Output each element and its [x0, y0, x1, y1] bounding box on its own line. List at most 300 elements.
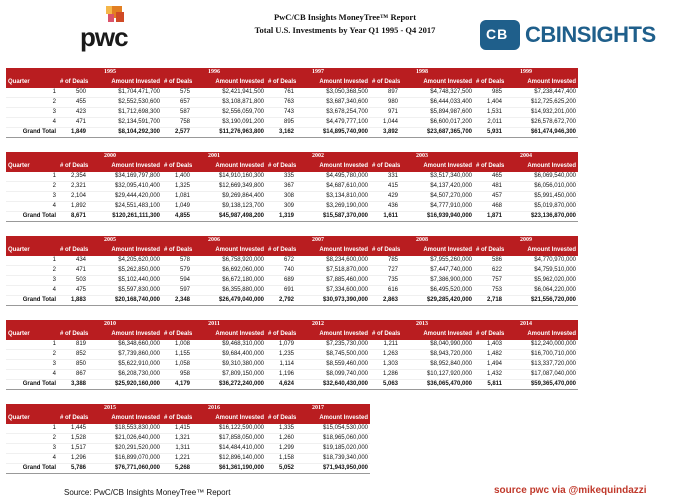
quarter-cell: 2	[6, 98, 58, 108]
amount-cell: $18,965,060,000	[296, 434, 370, 444]
amount-cell: $5,962,020,000	[504, 276, 578, 286]
amount-header: Amount Invested	[504, 77, 578, 88]
deals-cell: 1,321	[162, 434, 192, 444]
year-label: 1996	[162, 68, 266, 77]
total-amount-cell: $76,771,060,000	[88, 464, 162, 474]
quarter-cell: 2	[6, 350, 58, 360]
amount-cell: $4,205,620,000	[88, 256, 162, 266]
total-deals-cell: 2,792	[266, 296, 296, 306]
year-label: 2011	[162, 320, 266, 329]
table-row	[6, 256, 578, 266]
amount-cell: $2,552,530,600	[88, 98, 162, 108]
table-row	[6, 88, 578, 98]
amount-cell: $6,495,520,000	[400, 286, 474, 296]
amount-cell: $3,269,190,000	[296, 202, 370, 212]
amount-cell: $8,099,740,000	[296, 370, 370, 380]
table-row	[6, 434, 370, 444]
year-label: 2006	[162, 236, 266, 245]
amount-header: Amount Invested	[296, 161, 370, 172]
total-deals-cell: 2,863	[370, 296, 400, 306]
deals-header: # of Deals	[370, 161, 400, 172]
deals-cell: 468	[474, 202, 504, 212]
amount-cell: $8,745,500,000	[296, 350, 370, 360]
deals-cell: 763	[266, 98, 296, 108]
source-note: Source: PwC/CB Insights MoneyTree™ Report	[64, 488, 231, 497]
year-label: 1999	[474, 68, 578, 77]
amount-cell: $3,050,368,500	[296, 88, 370, 98]
empty-cell	[6, 236, 58, 245]
deals-header: # of Deals	[162, 77, 192, 88]
table-row	[6, 192, 578, 202]
amount-header: Amount Invested	[400, 161, 474, 172]
total-deals-cell: 3,892	[370, 128, 400, 138]
amount-header: Amount Invested	[400, 245, 474, 256]
amount-header: Amount Invested	[504, 329, 578, 340]
year-block-table	[6, 236, 578, 306]
deals-cell: 434	[58, 256, 88, 266]
deals-cell: 1,299	[266, 444, 296, 454]
deals-cell: 335	[266, 172, 296, 182]
deals-cell: 622	[474, 266, 504, 276]
quarter-cell: 1	[6, 88, 58, 98]
total-amount-cell: $71,943,950,000	[296, 464, 370, 474]
deals-cell: 415	[370, 182, 400, 192]
deals-cell: 2,321	[58, 182, 88, 192]
deals-cell: 586	[474, 256, 504, 266]
empty-cell	[6, 320, 58, 329]
deals-cell: 1,211	[370, 340, 400, 350]
deals-cell: 1,079	[266, 340, 296, 350]
total-deals-cell: 5,268	[162, 464, 192, 474]
amount-cell: $12,725,625,200	[504, 98, 578, 108]
deals-cell: 587	[162, 108, 192, 118]
deals-cell: 850	[58, 360, 88, 370]
amount-cell: $8,943,720,000	[400, 350, 474, 360]
total-amount-cell: $120,261,111,300	[88, 212, 162, 222]
year-header-row	[6, 404, 370, 413]
total-deals-cell: 1,871	[474, 212, 504, 222]
total-deals-cell: 5,786	[58, 464, 88, 474]
table-row	[6, 350, 578, 360]
deals-cell: 1,303	[370, 360, 400, 370]
table-row	[6, 182, 578, 192]
deals-cell: 897	[370, 88, 400, 98]
cb-wordmark: CBINSIGHTS	[525, 22, 656, 47]
total-amount-cell: $32,640,430,000	[296, 380, 370, 390]
deals-cell: 471	[58, 266, 88, 276]
deals-cell: 657	[162, 98, 192, 108]
year-header-row	[6, 152, 578, 161]
amount-cell: $5,019,870,000	[504, 202, 578, 212]
deals-header: # of Deals	[370, 329, 400, 340]
deals-cell: 672	[266, 256, 296, 266]
amount-cell: $7,238,447,400	[504, 88, 578, 98]
amount-cell: $3,687,340,600	[296, 98, 370, 108]
total-deals-cell: 1,611	[370, 212, 400, 222]
quarter-cell: 4	[6, 286, 58, 296]
total-amount-cell: $16,939,940,000	[400, 212, 474, 222]
report-subtitle: Total U.S. Investments by Year Q1 1995 - Q4 2017	[254, 25, 436, 35]
quarter-cell: 2	[6, 182, 58, 192]
amount-cell: $7,809,150,000	[192, 370, 266, 380]
deals-header: # of Deals	[58, 245, 88, 256]
amount-cell: $5,262,850,000	[88, 266, 162, 276]
table-row	[6, 454, 370, 464]
deals-cell: 367	[266, 182, 296, 192]
total-amount-cell: $8,104,292,300	[88, 128, 162, 138]
table-row	[6, 98, 578, 108]
amount-cell: $20,291,520,000	[88, 444, 162, 454]
total-deals-cell: 5,931	[474, 128, 504, 138]
quarter-cell: 2	[6, 266, 58, 276]
grand-total-row	[6, 128, 578, 138]
column-header-row	[6, 161, 578, 172]
deals-cell: 761	[266, 88, 296, 98]
deals-cell: 1,008	[162, 340, 192, 350]
amount-cell: $18,739,340,000	[296, 454, 370, 464]
year-block-table	[6, 320, 578, 390]
amount-cell: $6,348,660,000	[88, 340, 162, 350]
quarter-cell: 3	[6, 192, 58, 202]
year-block-table	[6, 152, 578, 222]
deals-header: # of Deals	[162, 245, 192, 256]
year-label: 2017	[266, 404, 370, 413]
quarter-cell: 3	[6, 360, 58, 370]
amount-cell: $6,056,010,000	[504, 182, 578, 192]
amount-cell: $5,102,440,000	[88, 276, 162, 286]
grand-total-row	[6, 380, 578, 390]
amount-cell: $8,234,600,000	[296, 256, 370, 266]
deals-cell: 471	[58, 118, 88, 128]
deals-cell: 735	[370, 276, 400, 286]
amount-header: Amount Invested	[192, 245, 266, 256]
amount-header: Amount Invested	[504, 161, 578, 172]
amount-cell: $3,678,254,700	[296, 108, 370, 118]
quarter-cell: 1	[6, 256, 58, 266]
amount-header: Amount Invested	[504, 245, 578, 256]
pwc-logo-block-icon	[116, 12, 124, 22]
quarter-cell: 1	[6, 424, 58, 434]
deals-header: # of Deals	[162, 161, 192, 172]
amount-cell: $16,122,590,000	[192, 424, 266, 434]
amount-cell: $12,240,000,000	[504, 340, 578, 350]
amount-cell: $34,169,797,800	[88, 172, 162, 182]
amount-cell: $4,748,327,500	[400, 88, 474, 98]
amount-cell: $15,054,530,000	[296, 424, 370, 434]
deals-cell: 1,196	[266, 370, 296, 380]
deals-cell: 1,260	[266, 434, 296, 444]
report-title: PwC/CB Insights MoneyTree™ Report	[273, 12, 417, 22]
year-label: 2016	[162, 404, 266, 413]
amount-cell: $29,444,420,000	[88, 192, 162, 202]
amount-cell: $4,759,510,000	[504, 266, 578, 276]
total-deals-cell: 4,179	[162, 380, 192, 390]
deals-header: # of Deals	[58, 161, 88, 172]
deals-cell: 753	[474, 286, 504, 296]
deals-cell: 423	[58, 108, 88, 118]
total-deals-cell: 4,855	[162, 212, 192, 222]
deals-cell: 852	[58, 350, 88, 360]
deals-cell: 1,044	[370, 118, 400, 128]
total-deals-cell: 2,348	[162, 296, 192, 306]
year-label: 2009	[474, 236, 578, 245]
deals-cell: 1,081	[162, 192, 192, 202]
total-deals-cell: 8,671	[58, 212, 88, 222]
amount-cell: $6,692,060,000	[192, 266, 266, 276]
amount-cell: $9,468,310,000	[192, 340, 266, 350]
year-label: 1998	[370, 68, 474, 77]
deals-cell: 503	[58, 276, 88, 286]
amount-cell: $21,026,640,000	[88, 434, 162, 444]
deals-cell: 457	[474, 192, 504, 202]
year-label: 2014	[474, 320, 578, 329]
amount-cell: $17,087,040,000	[504, 370, 578, 380]
amount-cell: $6,208,730,000	[88, 370, 162, 380]
year-block-table	[6, 68, 578, 138]
amount-cell: $8,952,840,000	[400, 360, 474, 370]
amount-cell: $4,687,610,000	[296, 182, 370, 192]
deals-cell: 500	[58, 88, 88, 98]
deals-cell: 819	[58, 340, 88, 350]
amount-cell: $5,622,910,000	[88, 360, 162, 370]
deals-cell: 1,311	[162, 444, 192, 454]
deals-cell: 1,235	[266, 350, 296, 360]
deals-header: # of Deals	[370, 245, 400, 256]
pwc-logo	[72, 6, 162, 50]
cb-logo-icon	[480, 20, 520, 50]
total-amount-cell: $59,365,470,000	[504, 380, 578, 390]
year-label: 1997	[266, 68, 370, 77]
total-amount-cell: $61,361,190,000	[192, 464, 266, 474]
deals-cell: 1,158	[266, 454, 296, 464]
deals-cell: 1,404	[474, 98, 504, 108]
table-row	[6, 266, 578, 276]
deals-cell: 1,403	[474, 340, 504, 350]
year-header-row	[6, 320, 578, 329]
amount-cell: $3,190,091,200	[192, 118, 266, 128]
deals-header: # of Deals	[370, 77, 400, 88]
grand-total-row	[6, 464, 370, 474]
amount-cell: $6,355,880,000	[192, 286, 266, 296]
deals-cell: 1,286	[370, 370, 400, 380]
deals-cell: 757	[474, 276, 504, 286]
empty-cell	[6, 68, 58, 77]
deals-cell: 465	[474, 172, 504, 182]
total-deals-cell: 3,388	[58, 380, 88, 390]
deals-cell: 331	[370, 172, 400, 182]
amount-header: Amount Invested	[192, 329, 266, 340]
deals-cell: 481	[474, 182, 504, 192]
amount-header: Amount Invested	[296, 413, 370, 424]
amount-cell: $4,770,970,000	[504, 256, 578, 266]
amount-cell: $17,858,050,000	[192, 434, 266, 444]
deals-header: # of Deals	[266, 413, 296, 424]
year-block-table	[6, 404, 370, 474]
quarter-cell: 3	[6, 444, 58, 454]
total-amount-cell: $25,920,160,000	[88, 380, 162, 390]
total-deals-cell: 1,883	[58, 296, 88, 306]
amount-header: Amount Invested	[192, 77, 266, 88]
deals-header: # of Deals	[266, 329, 296, 340]
deals-header: # of Deals	[266, 77, 296, 88]
amount-cell: $13,337,720,000	[504, 360, 578, 370]
amount-cell: $14,484,410,000	[192, 444, 266, 454]
amount-cell: $12,896,140,000	[192, 454, 266, 464]
deals-cell: 1,517	[58, 444, 88, 454]
amount-cell: $7,386,900,000	[400, 276, 474, 286]
total-deals-cell: 2,577	[162, 128, 192, 138]
total-deals-cell: 1,319	[266, 212, 296, 222]
quarter-cell: 4	[6, 118, 58, 128]
table-row	[6, 286, 578, 296]
amount-cell: $7,955,260,000	[400, 256, 474, 266]
total-amount-cell: $45,987,498,200	[192, 212, 266, 222]
total-amount-cell: $61,474,946,300	[504, 128, 578, 138]
amount-cell: $8,559,460,000	[296, 360, 370, 370]
empty-cell	[6, 152, 58, 161]
quarter-cell: 4	[6, 370, 58, 380]
deals-cell: 1,335	[266, 424, 296, 434]
deals-cell: 309	[266, 202, 296, 212]
total-amount-cell: $26,479,040,000	[192, 296, 266, 306]
deals-cell: 1,482	[474, 350, 504, 360]
year-label: 2004	[474, 152, 578, 161]
year-label: 2013	[370, 320, 474, 329]
amount-cell: $24,551,483,100	[88, 202, 162, 212]
deals-cell: 758	[162, 118, 192, 128]
amount-cell: $9,310,380,000	[192, 360, 266, 370]
amount-cell: $14,932,201,000	[504, 108, 578, 118]
total-amount-cell: $36,065,470,000	[400, 380, 474, 390]
total-amount-cell: $30,973,390,000	[296, 296, 370, 306]
amount-cell: $4,137,420,000	[400, 182, 474, 192]
pwc-logo-block-icon	[108, 14, 114, 22]
column-header-row	[6, 329, 578, 340]
total-deals-cell: 3,162	[266, 128, 296, 138]
amount-header: Amount Invested	[88, 329, 162, 340]
total-amount-cell: $11,276,963,800	[192, 128, 266, 138]
quarter-header: Quarter	[6, 77, 58, 88]
amount-cell: $14,910,160,300	[192, 172, 266, 182]
quarter-header: Quarter	[6, 245, 58, 256]
amount-cell: $7,518,870,000	[296, 266, 370, 276]
amount-header: Amount Invested	[400, 329, 474, 340]
amount-cell: $3,134,810,000	[296, 192, 370, 202]
deals-cell: 785	[370, 256, 400, 266]
deals-cell: 1,263	[370, 350, 400, 360]
amount-cell: $9,269,864,400	[192, 192, 266, 202]
amount-cell: $9,138,123,700	[192, 202, 266, 212]
quarter-cell: 2	[6, 434, 58, 444]
year-label: 2007	[266, 236, 370, 245]
grand-total-label: Grand Total	[6, 380, 58, 390]
deals-header: # of Deals	[474, 245, 504, 256]
total-amount-cell: $29,285,420,000	[400, 296, 474, 306]
amount-cell: $8,040,990,000	[400, 340, 474, 350]
total-amount-cell: $23,136,870,000	[504, 212, 578, 222]
table-row	[6, 172, 578, 182]
grand-total-row	[6, 296, 578, 306]
quarter-header: Quarter	[6, 161, 58, 172]
deals-header: # of Deals	[266, 161, 296, 172]
deals-cell: 971	[370, 108, 400, 118]
table-row	[6, 424, 370, 434]
amount-header: Amount Invested	[400, 77, 474, 88]
deals-cell: 455	[58, 98, 88, 108]
total-deals-cell: 4,624	[266, 380, 296, 390]
quarter-cell: 1	[6, 172, 58, 182]
amount-header: Amount Invested	[88, 77, 162, 88]
deals-cell: 1,531	[474, 108, 504, 118]
amount-header: Amount Invested	[192, 161, 266, 172]
total-deals-cell: 5,063	[370, 380, 400, 390]
deals-cell: 895	[266, 118, 296, 128]
year-label: 2008	[370, 236, 474, 245]
grand-total-label: Grand Total	[6, 128, 58, 138]
deals-cell: 1,432	[474, 370, 504, 380]
deals-cell: 740	[266, 266, 296, 276]
deals-cell: 691	[266, 286, 296, 296]
deals-cell: 578	[162, 256, 192, 266]
amount-cell: $6,600,017,200	[400, 118, 474, 128]
table-row	[6, 370, 578, 380]
deals-cell: 594	[162, 276, 192, 286]
year-label: 2010	[58, 320, 162, 329]
amount-cell: $5,991,450,000	[504, 192, 578, 202]
year-label: 2015	[58, 404, 162, 413]
amount-cell: $4,777,910,000	[400, 202, 474, 212]
deals-cell: 475	[58, 286, 88, 296]
amount-cell: $3,108,871,800	[192, 98, 266, 108]
deals-cell: 1,325	[162, 182, 192, 192]
amount-cell: $4,507,270,000	[400, 192, 474, 202]
deals-cell: 689	[266, 276, 296, 286]
amount-cell: $16,899,070,000	[88, 454, 162, 464]
amount-cell: $6,672,180,000	[192, 276, 266, 286]
deals-cell: 1,049	[162, 202, 192, 212]
deals-cell: 1,221	[162, 454, 192, 464]
deals-cell: 2,354	[58, 172, 88, 182]
total-deals-cell: 1,849	[58, 128, 88, 138]
deals-cell: 980	[370, 98, 400, 108]
deals-header: # of Deals	[266, 245, 296, 256]
attribution: source pwc via @mikequindazzi	[494, 485, 647, 496]
grand-total-label: Grand Total	[6, 464, 58, 474]
deals-cell: 1,494	[474, 360, 504, 370]
amount-cell: $7,235,730,000	[296, 340, 370, 350]
deals-cell: 1,058	[162, 360, 192, 370]
deals-cell: 1,445	[58, 424, 88, 434]
amount-cell: $6,758,920,000	[192, 256, 266, 266]
deals-cell: 616	[370, 286, 400, 296]
amount-cell: $6,069,540,000	[504, 172, 578, 182]
amount-cell: $6,444,033,400	[400, 98, 474, 108]
amount-cell: $1,704,471,700	[88, 88, 162, 98]
deals-header: # of Deals	[58, 413, 88, 424]
deals-cell: 1,528	[58, 434, 88, 444]
quarter-cell: 1	[6, 340, 58, 350]
table-row	[6, 202, 578, 212]
table-row	[6, 108, 578, 118]
deals-header: # of Deals	[474, 161, 504, 172]
column-header-row	[6, 77, 578, 88]
amount-header: Amount Invested	[296, 329, 370, 340]
amount-cell: $10,127,920,000	[400, 370, 474, 380]
amount-cell: $5,894,987,600	[400, 108, 474, 118]
deals-cell: 727	[370, 266, 400, 276]
deals-header: # of Deals	[162, 329, 192, 340]
table-row	[6, 360, 578, 370]
